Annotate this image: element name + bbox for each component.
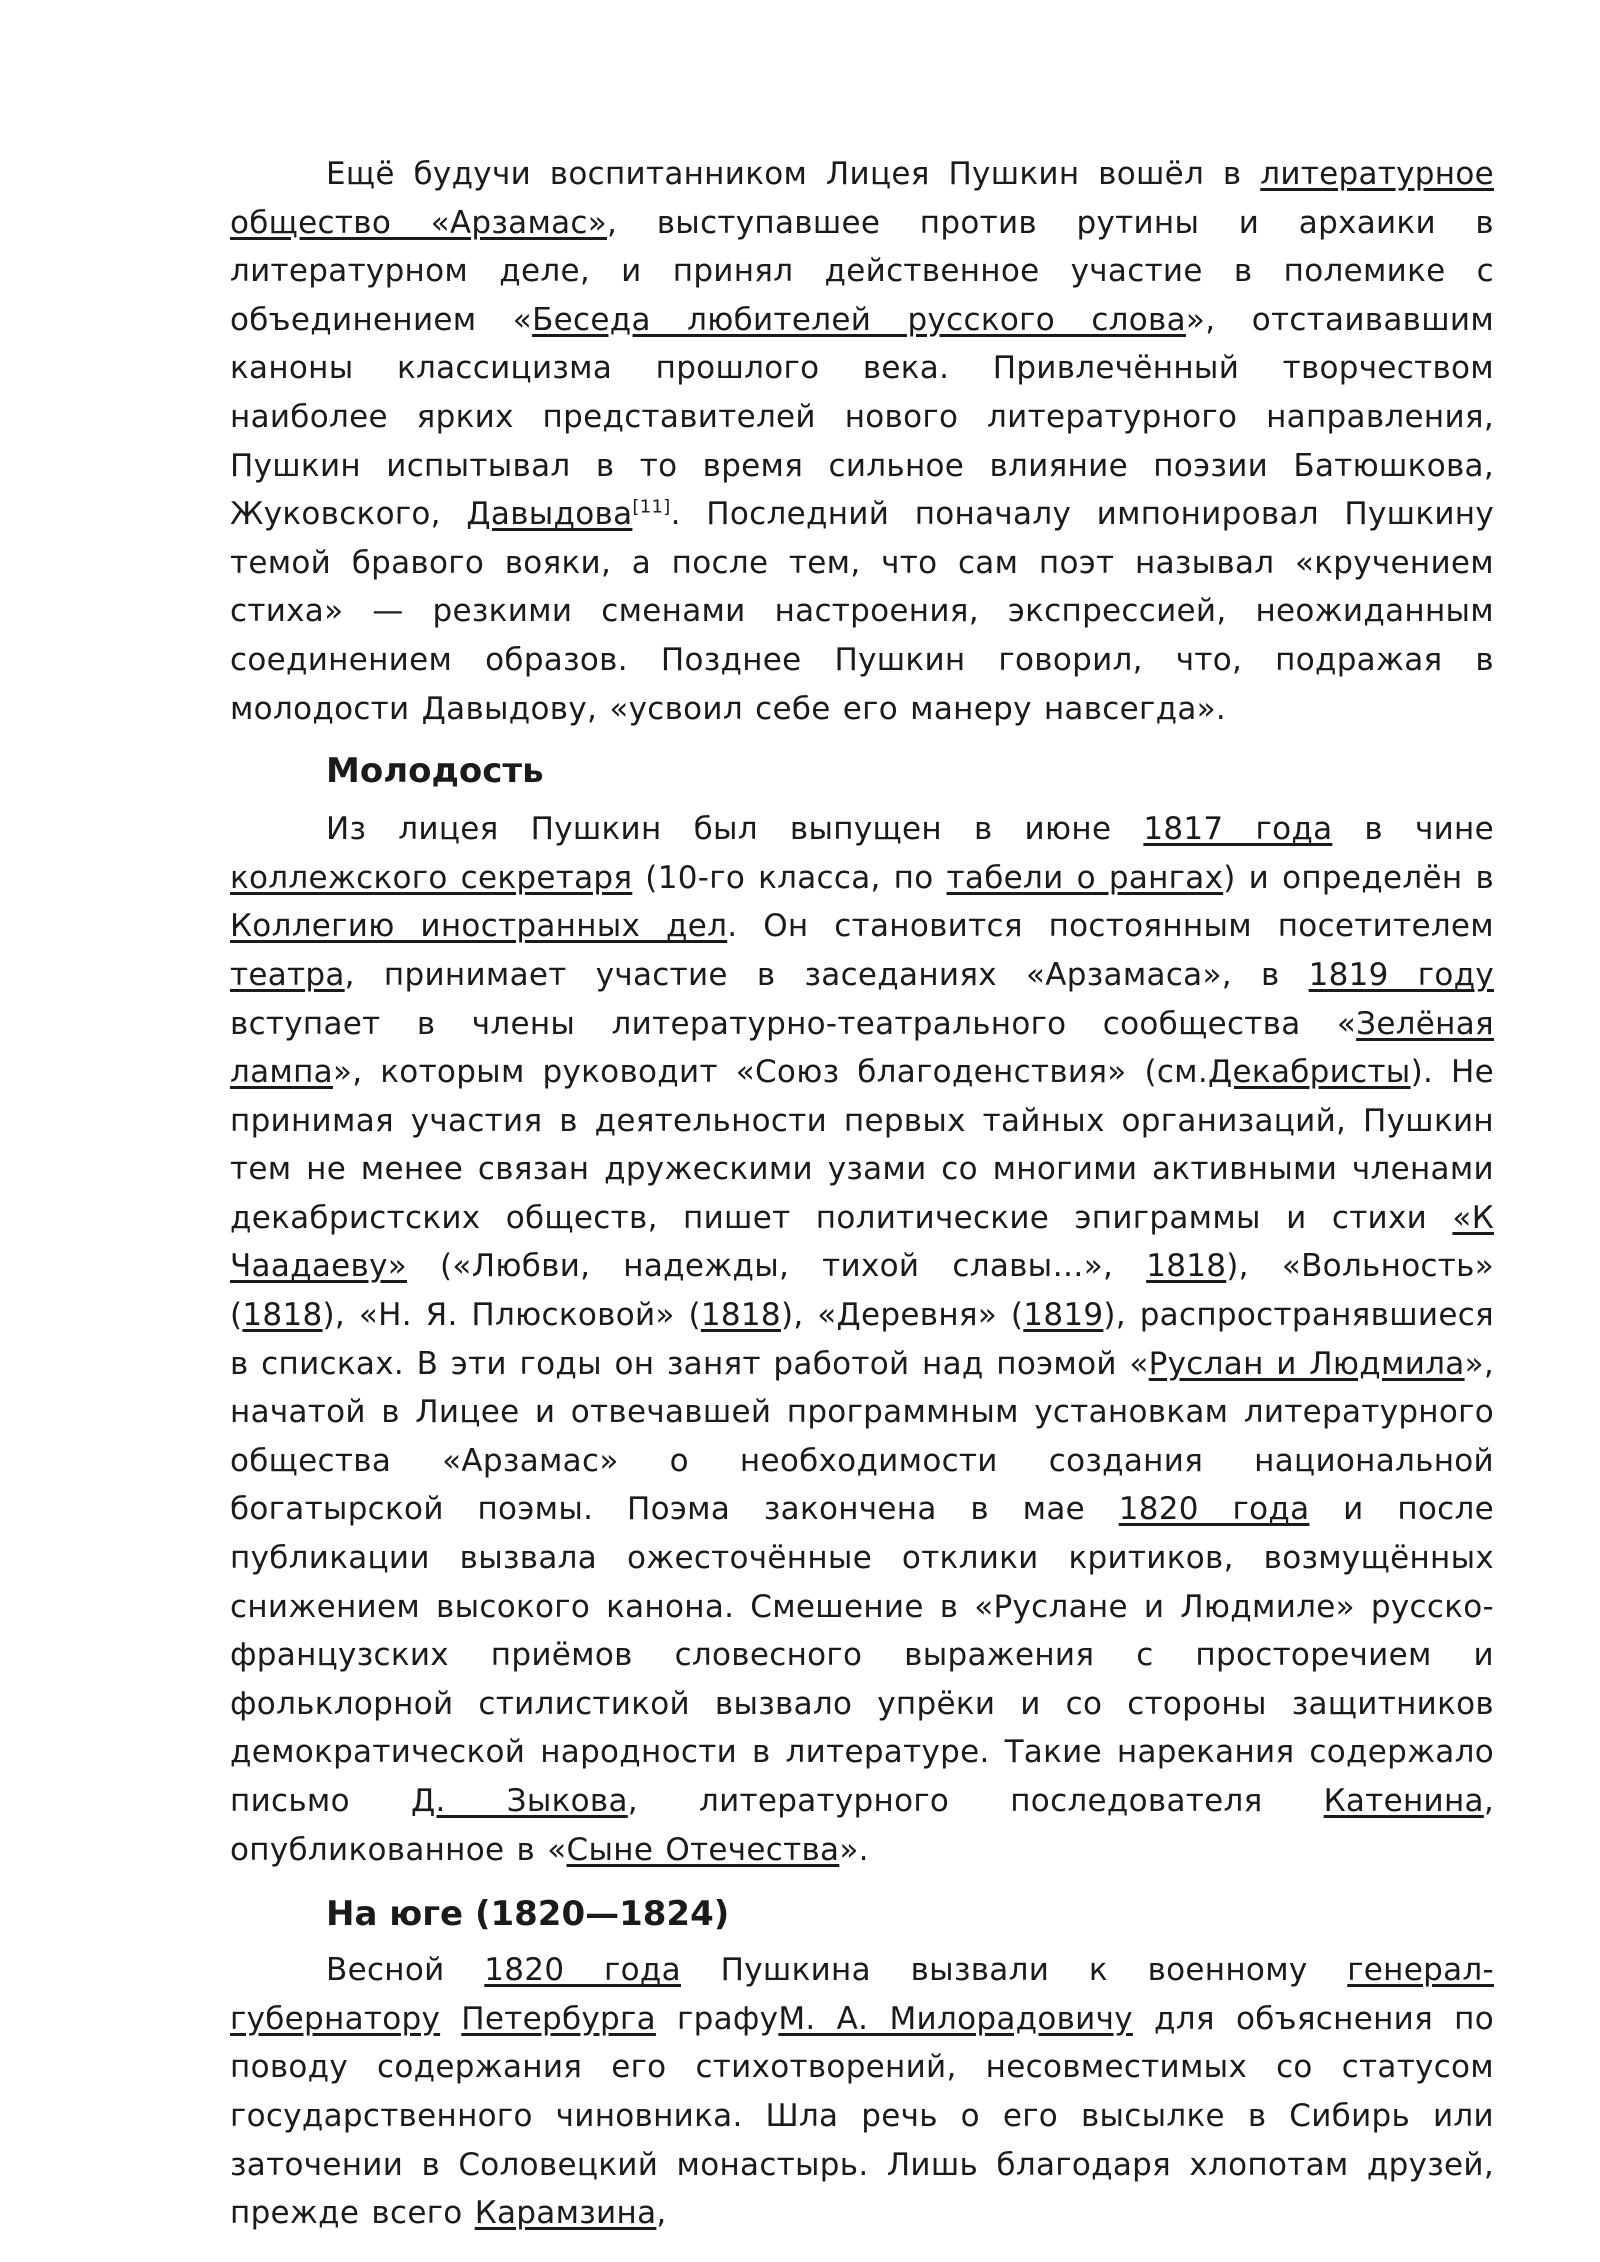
text-run: . Он становится постоянным посетителем [727,908,1494,945]
inline-link[interactable]: М. А. Милорадовичу [778,2000,1133,2037]
inline-link[interactable]: 1820 года [484,1952,681,1989]
inline-link[interactable]: генерал-губернатору [230,1952,1494,2037]
text-run: и после публикации вызвала ожесточённые отклики критиков, возмущённых снижением высокого канона. Смешение в «Руслане и Людмиле» русско-французских приёмов словесного выражения с просторечием и фольклорной стилистикой вызвало упрёки и со стороны защитников демократической народности в литературе. Такие нарекания содержало письмо [230,1491,1494,1819]
inline-link[interactable]: 1819 году [1308,956,1494,993]
inline-link[interactable]: 1818 [700,1297,781,1334]
text-run: ), «Н. Я. Плюсковой» ( [322,1297,701,1334]
text-run: графу [655,2000,779,2037]
paragraph-south [230,1946,1494,2238]
text-run: ). Не принимая участия в деятельности первых тайных организаций, Пушкин тем не менее связан дружескими узами со многими активными членами декабристских обществ, пишет политические эпиграммы и стихи [230,1054,1495,1236]
inline-link[interactable]: Зелёная лампа [230,1005,1494,1091]
inline-link[interactable]: театра [230,956,345,993]
paragraph-youth [230,805,1494,1874]
text-run: ), «Деревня» ( [780,1297,1024,1334]
document-page [230,150,1494,2238]
text-run: , опубликованное в « [230,1783,1494,1868]
text-run: Ещё будучи воспитанником Лицея Пушкин вошёл в [326,156,1261,192]
inline-link[interactable]: 1818 [1146,1248,1227,1285]
inline-link[interactable]: 1819 [1023,1297,1104,1334]
inline-link[interactable]: Давыдова [466,496,633,533]
text-run: ». [839,1831,869,1868]
text-run: для объяснения по поводу содержания его стихотворений, несовместимых со статусом государственного чиновника. Шла речь о его высылке в Сибирь или заточении в Соловецкий монастырь. Лишь благодаря хлопотам друзей, прежде всего [230,2000,1494,2232]
text-run: (10-го класса, по [632,859,947,896]
inline-link[interactable]: Декабристы [1208,1054,1411,1091]
text-run: Весной [326,1952,485,1989]
section-heading-south: На юге (1820—1824) [326,1894,730,1935]
inline-link[interactable]: Руслан и Людмила [1148,1345,1465,1382]
text-run: , литературного последователя [627,1783,1324,1819]
inline-link[interactable]: 1820 года [1118,1491,1310,1528]
text-run: », отстаивавшим каноны классицизма прошлого века. Привлечённый творчеством наиболее ярких представителей нового литературного направления, Пушкин испытывал в то время сильное влияние поэзии Батюшкова, Жуковского, [230,301,1495,533]
text-run: ), распространявшиеся в списках. В эти годы он занят работой над поэмой « [230,1297,1494,1382]
text-run: вступает в члены литературно-театрального сообщества « [230,1005,1357,1042]
inline-link[interactable]: 1817 года [1143,811,1333,848]
text-run: в чине [1332,811,1494,848]
text-run: Из лицея Пушкин был выпущен в июне [326,811,1144,848]
inline-link[interactable]: Петербурга [461,2000,656,2037]
text-run: Пушкина вызвали к военному [680,1952,1348,1989]
text-run [440,2001,461,2037]
text-run: , выступавшее против рутины и архаики в литературном деле, и принял действенное участие в полемике с объединением « [230,204,1494,338]
section-heading-youth: Молодость [326,751,544,792]
inline-link[interactable]: «К Чаадаеву» [230,1199,1494,1285]
text-run: ), «Вольность» ( [230,1248,1494,1334]
inline-link[interactable]: 1818 [242,1297,323,1334]
inline-link[interactable]: Катенина [1323,1783,1484,1819]
text-run: . Последний поначалу импонировал Пушкину темой бравого вояки, а после тем, что сам поэт называл «кручением стиха» — резкими сменами настроения, экспрессией, неожиданным соединением образов. Позднее Пушкин говорил, что, подражая в молодости Давыдову, «усвоил себе его манеру навсегда». [230,496,1494,727]
text-run: («Любви, надежды, тихой славы…», [407,1248,1147,1285]
inline-link[interactable]: литературное общество «Арзамас» [230,156,1494,241]
inline-link[interactable]: Сыне Отечества [566,1831,840,1868]
inline-link[interactable]: Д. Зыкова [410,1783,628,1819]
text-run: , [656,2195,667,2232]
text-run: , принимает участие в заседаниях «Арзамаса», в [344,956,1309,993]
inline-link[interactable]: табели о рангах [946,859,1224,896]
inline-link[interactable]: Беседа любителей русского слова [532,301,1186,338]
text-run: », которым руководит «Союз благоденствия» (см. [332,1054,1209,1091]
text-run: », начатой в Лицее и отвечавшей программным установкам литературного общества «Арзамас» о необходимости создания национальной богатырской поэмы. Поэма закончена в мае [230,1345,1494,1528]
footnote-reference[interactable]: [11] [632,496,671,518]
inline-link[interactable]: Карамзина [474,2195,657,2232]
text-run: ) и определён в [1223,859,1495,896]
inline-link[interactable]: коллежского секретаря [230,859,633,896]
inline-link[interactable]: Коллегию иностранных дел [230,908,728,945]
paragraph-lyceum [230,150,1494,733]
